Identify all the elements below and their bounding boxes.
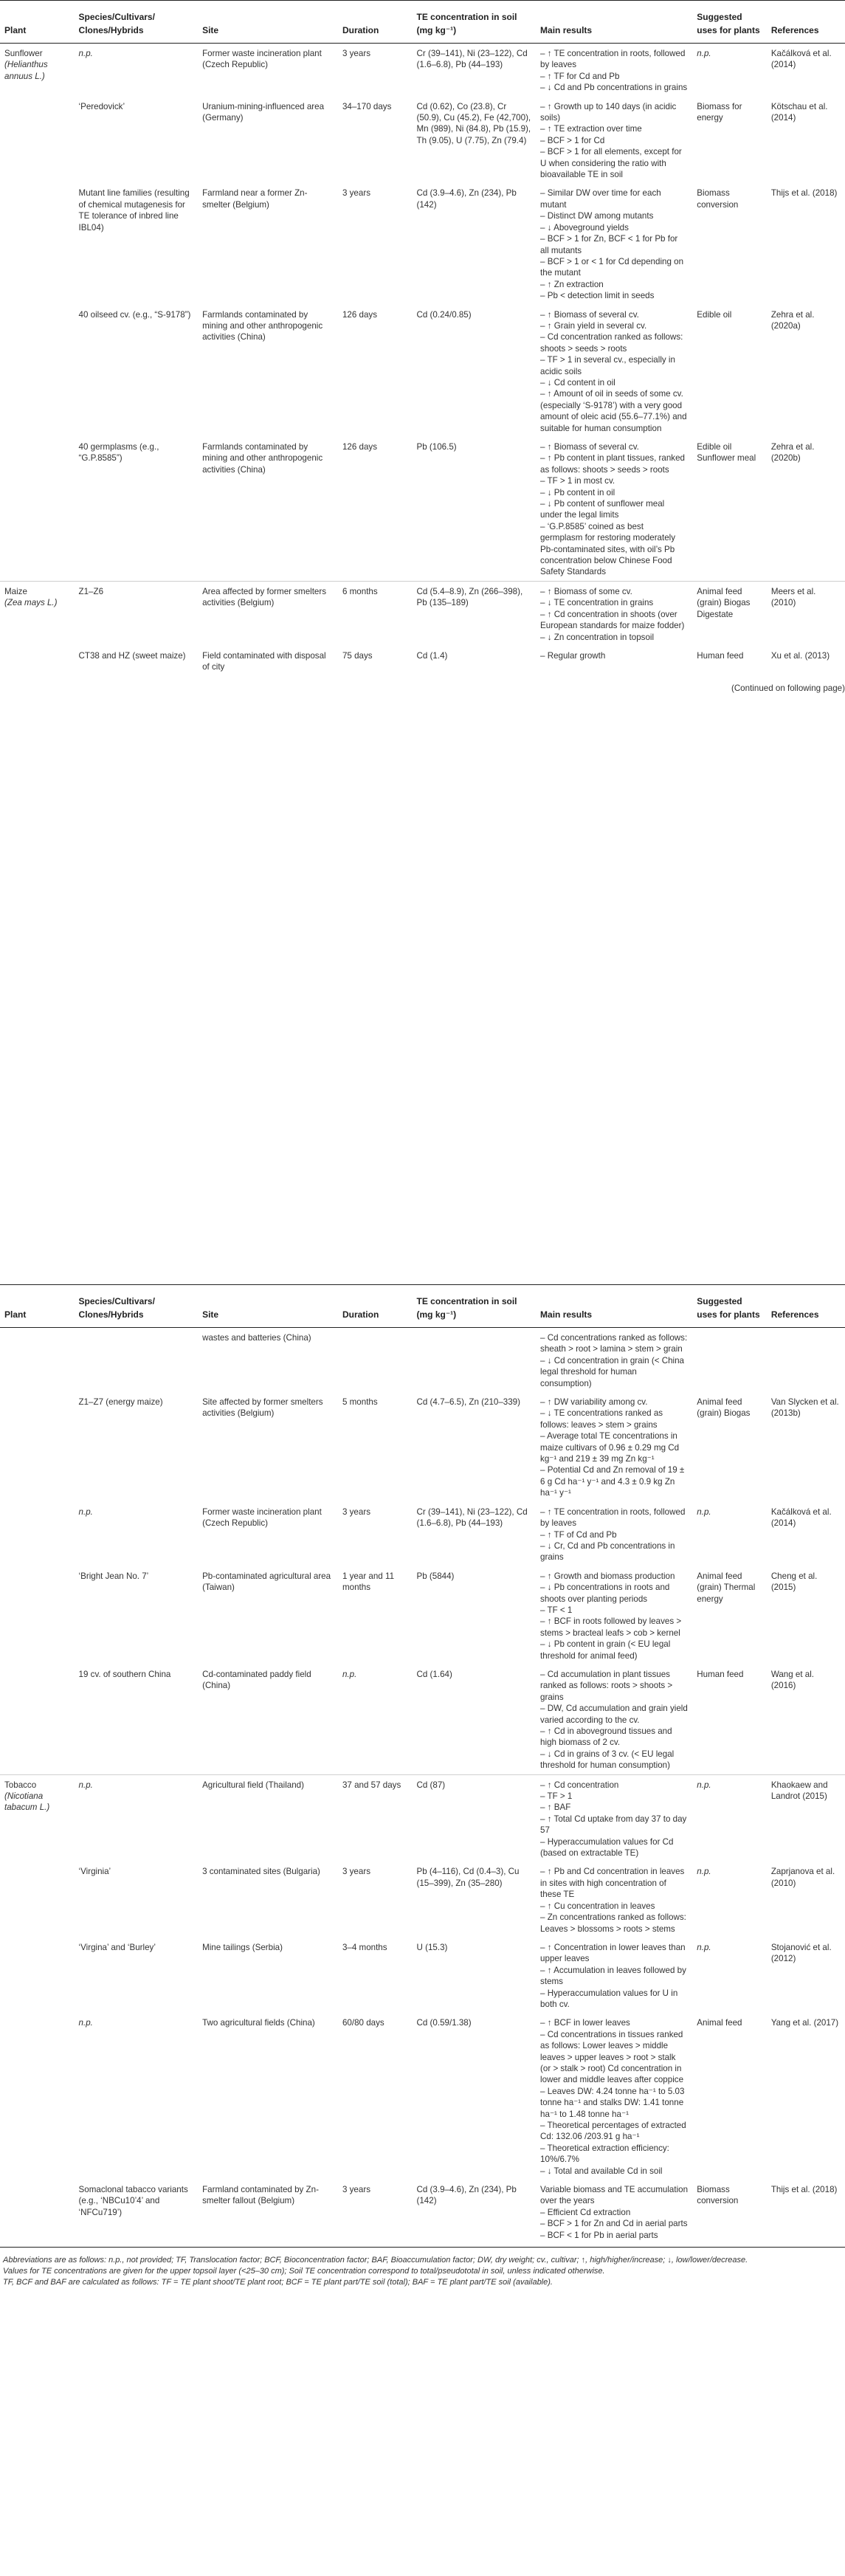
result-item: – Hyperaccumulation values for U in both cv.	[540, 1988, 678, 2009]
results-list	[540, 101, 688, 181]
results-list	[540, 441, 688, 578]
te-concentration-cell: Cd (3.9–4.6), Zn (234), Pb (142)	[416, 2185, 517, 2206]
result-item: – ↑ BAF	[540, 1802, 571, 1813]
result-item: – ↑ Cd concentration	[540, 1780, 619, 1790]
species-cell: ‘Virginia’	[78, 1867, 111, 1877]
result-item: – ↑ Cd in aboveground tissues and high biomass of 2 cv.	[540, 1726, 672, 1748]
result-item: – Cd concentrations ranked as follows: sheath > root > lamina > stem > grain	[540, 1333, 688, 1354]
results-list	[540, 1571, 688, 1661]
site-cell: Former waste incineration plant (Czech Republic)	[198, 44, 338, 97]
result-item: – BCF > 1 for all elements, except for U when considering the ratio with bioavailable TE in soil	[540, 147, 682, 180]
table-body-1	[0, 44, 845, 676]
table-row	[0, 1566, 845, 1664]
te-concentration-cell: Cd (87)	[413, 1774, 537, 1862]
duration-cell: 126 days	[342, 442, 378, 452]
plant-cell	[0, 305, 75, 437]
result-item: – BCF > 1 for Cd	[540, 135, 605, 145]
duration-cell: 3 years	[342, 2185, 370, 2195]
reference-cell: Kötschau et al. (2014)	[770, 101, 828, 123]
plant-latin-name: (Helianthus annuus L.)	[4, 60, 48, 81]
result-item: – ↑ Grain yield in several cv.	[540, 320, 647, 331]
results-list	[540, 650, 688, 661]
plant-cell	[0, 97, 75, 184]
species-cell: Z1–Z7 (energy maize)	[78, 1397, 163, 1408]
results-list	[540, 1669, 688, 1771]
reference-cell: Zehra et al. (2020b)	[770, 442, 815, 464]
te-concentration-cell: Cd (1.64)	[416, 1669, 452, 1679]
main-results-cell	[536, 1664, 692, 1774]
phytoremediation-table-part-1	[0, 0, 845, 676]
result-item: – ↑ Total Cd uptake from day 37 to day 57	[540, 1814, 687, 1836]
phytoremediation-table-part-2	[0, 1284, 845, 2244]
plant-cell	[0, 646, 75, 676]
result-item: – ↑ Accumulation in leaves followed by stems	[540, 1965, 686, 1987]
site-cell: Field contaminated with disposal of city	[202, 650, 326, 672]
result-item: – Pb < detection limit in seeds	[540, 291, 655, 301]
plant-cell	[0, 1392, 75, 1502]
main-results-cell	[536, 1862, 692, 1937]
table-row	[0, 1328, 845, 1393]
results-list	[540, 1866, 688, 1934]
main-results-cell	[536, 1392, 692, 1502]
result-item: – BCF > 1 for Zn, BCF < 1 for Pb for all mutants	[540, 234, 678, 255]
footnote-abbreviations: Abbreviations are as follows: n.p., not provided; TF, Translocation factor; BCF, Bioconcentration factor; BAF, Bioaccumulation factor; DW, dry weight; cv., cultivar; ↑, high/higher/increase; ↓, low/lower/decrease.	[3, 2256, 748, 2265]
result-item: – ↑ Cu concentration in leaves	[540, 1901, 655, 1911]
results-list	[540, 48, 688, 94]
species-cell: n.p.	[78, 2018, 93, 2028]
table-row	[0, 437, 845, 581]
main-results-cell	[536, 646, 692, 676]
main-results-cell	[536, 1938, 692, 2013]
result-item: – ↑ Growth and biomass production	[540, 1571, 675, 1581]
species-cell: n.p.	[75, 44, 199, 97]
site-cell: Site affected by former smelters activities (Belgium)	[202, 1397, 323, 1419]
result-item: – ↓ Pb content in grain (< EU legal threshold for animal feed)	[540, 1639, 671, 1661]
species-cell: ‘Peredovick’	[78, 101, 125, 111]
site-cell: Area affected by former smelters activities (Belgium)	[198, 581, 338, 646]
result-item: – Theoretical percentages of extracted Cd: 132.06 /203.91 g ha⁻¹	[540, 2121, 686, 2142]
te-concentration-cell: Cd (5.4–8.9), Zn (266–398), Pb (135–189)	[413, 581, 537, 646]
footnote-factors: TF, BCF and BAF are calculated as follows: TF = TE plant shoot/TE plant root; BCF = TE plant part/TE soil (total); BAF = TE plant part/TE soil (available).	[3, 2278, 553, 2287]
plant-cell	[0, 44, 75, 97]
result-item: – ↑ Amount of oil in seeds of some cv. (especially ‘S-9178’) with a very good amount of oleic acid (55.6–77.1%) and suitable for human consumption	[540, 389, 687, 433]
duration-cell	[338, 1328, 413, 1393]
species-cell: Mutant line families (resulting of chemical mutagenesis for TE tolerance of inbred line IBL04)	[78, 188, 190, 233]
table-page-1	[0, 0, 845, 693]
suggested-uses-cell: n.p.	[692, 1774, 767, 1862]
table-row	[0, 1392, 845, 1502]
te-concentration-cell: Cd (3.9–4.6), Zn (234), Pb (142)	[416, 188, 517, 210]
result-item: – Hyperaccumulation values for Cd (based on extractable TE)	[540, 1836, 674, 1859]
header-suggested-uses: Suggested uses for plants	[692, 1, 767, 44]
te-concentration-cell: Pb (106.5)	[416, 442, 457, 452]
header-references: References	[767, 1, 845, 44]
reference-cell: Cheng et al. (2015)	[770, 1571, 818, 1593]
site-cell: Former waste incineration plant (Czech Republic)	[202, 1506, 322, 1529]
results-list	[540, 1332, 688, 1389]
header-site: Site	[198, 1285, 338, 1328]
main-results-cell	[536, 1328, 692, 1393]
main-results-cell	[536, 305, 692, 437]
duration-cell: 3 years	[342, 1506, 370, 1517]
te-concentration-cell: Cd (0.59/1.38)	[416, 2018, 472, 2028]
suggested-uses-cell: Biomass for energy	[697, 101, 742, 123]
plant-cell	[0, 2180, 75, 2244]
result-item: – ↑ Concentration in lower leaves than upper leaves	[540, 1942, 686, 1964]
reference-cell: Van Slycken et al. (2013b)	[770, 1397, 839, 1419]
result-item: – ↑ TF for Cd and Pb	[540, 71, 620, 81]
plant-cell	[0, 1862, 75, 1937]
suggested-uses-cell: Edible oil	[697, 309, 732, 320]
species-cell: n.p.	[75, 1774, 199, 1862]
te-concentration-cell: Pb (4–116), Cd (0.4–3), Cu (15–399), Zn (35–280)	[416, 1867, 520, 1888]
reference-cell: Khaokaew and Landrot (2015)	[767, 1774, 845, 1862]
species-cell: ‘Bright Jean No. 7’	[78, 1571, 149, 1581]
species-cell: 19 cv. of southern China	[78, 1669, 171, 1679]
plant-cell	[0, 1566, 75, 1664]
suggested-uses-cell: Biomass conversion	[697, 2185, 739, 2206]
result-item: – TF > 1 in several cv., especially in acidic soils	[540, 355, 675, 376]
results-list	[540, 1942, 688, 2010]
plant-cell	[0, 1502, 75, 1566]
result-item: – ↓ Zn concentration in topsoil	[540, 632, 655, 642]
result-item: – ↑ TF of Cd and Pb	[540, 1529, 617, 1540]
main-results-cell	[536, 1566, 692, 1664]
result-item: – ↓ TE concentrations ranked as follows: leaves > stem > grains	[540, 1408, 663, 1430]
results-list	[540, 2184, 688, 2241]
results-list	[540, 309, 688, 434]
site-cell: Pb-contaminated agricultural area (Taiwan)	[202, 1571, 331, 1593]
result-item: – ↓ Cd and Pb concentrations in grains	[540, 83, 688, 93]
result-item: – ↑ Pb content in plant tissues, ranked as follows: shoots > seeds > roots	[540, 453, 685, 475]
te-concentration-cell: Cd (4.7–6.5), Zn (210–339)	[416, 1397, 520, 1408]
site-cell: 3 contaminated sites (Bulgaria)	[202, 1867, 320, 1877]
header-plant: Plant	[0, 1, 75, 44]
header-duration: Duration	[338, 1, 413, 44]
result-item: – BCF > 1 or < 1 for Cd depending on the mutant	[540, 256, 684, 278]
table-page-2	[0, 1284, 845, 2288]
te-concentration-cell: Cd (1.4)	[416, 650, 448, 661]
result-item: – ↑ TE concentration in roots, followed by leaves	[540, 1506, 686, 1529]
te-concentration-cell: Cr (39–141), Ni (23–122), Cd (1.6–6.8), Pb (44–193)	[413, 44, 537, 97]
reference-cell: Kačálková et al. (2014)	[770, 1506, 832, 1529]
header-te-concentration: TE concentration in soil (mg kg⁻¹)	[413, 1285, 537, 1328]
header-main-results: Main results	[536, 1, 692, 44]
site-cell: wastes and batteries (China)	[202, 1333, 311, 1343]
result-item: – ↓ Pb content in oil	[540, 487, 615, 497]
main-results-cell	[536, 97, 692, 184]
duration-cell: 126 days	[342, 309, 378, 320]
header-species: Species/Cultivars/ Clones/Hybrids	[75, 1285, 199, 1328]
main-results-cell	[536, 44, 692, 97]
suggested-uses-cell: Animal feed (grain) Biogas Digestate	[692, 581, 767, 646]
plant-name: Tobacco	[4, 1780, 37, 1790]
result-item: – ↑ DW variability among cv.	[540, 1397, 648, 1408]
suggested-uses-cell: Human feed	[697, 650, 744, 661]
result-item: – ↓ Total and available Cd in soil	[540, 2166, 663, 2176]
duration-cell: 1 year and 11 months	[342, 1571, 395, 1593]
header-suggested-uses: Suggested uses for plants	[692, 1285, 767, 1328]
main-results-cell	[536, 437, 692, 581]
plant-latin-name: (Zea mays L.)	[4, 598, 58, 608]
result-item: – Similar DW over time for each mutant	[540, 188, 661, 210]
te-concentration-cell: Cr (39–141), Ni (23–122), Cd (1.6–6.8), Pb (44–193)	[416, 1506, 528, 1529]
result-item: – ↑ BCF in lower leaves	[540, 2018, 630, 2028]
results-list	[540, 187, 688, 301]
reference-cell: Kačálková et al. (2014)	[767, 44, 845, 97]
results-list	[540, 1780, 688, 1859]
species-cell: 40 oilseed cv. (e.g., “S-9178”)	[78, 309, 191, 320]
main-results-cell	[536, 1502, 692, 1566]
result-item: – Theoretical extraction efficiency: 10%/6.7%	[540, 2143, 669, 2165]
table-header-repeat	[0, 1285, 845, 1328]
result-item: – Cd concentrations in tissues ranked as follows: Lower leaves > middle leaves > upper leaves > root > stalk (or > stalk > root) Cd concentration in lower and middle leaves after coppice	[540, 2029, 684, 2085]
plant-cell	[0, 1774, 75, 1862]
duration-cell: n.p.	[342, 1669, 357, 1679]
species-cell: Z1–Z6	[75, 581, 199, 646]
te-concentration-cell: Pb (5844)	[416, 1571, 455, 1581]
header-references: References	[767, 1285, 845, 1328]
suggested-uses-cell: Human feed	[697, 1669, 744, 1679]
reference-cell: Thijs et al. (2018)	[770, 2185, 838, 2195]
site-cell: Two agricultural fields (China)	[202, 2018, 315, 2028]
result-item: – ↓ TE concentration in grains	[540, 598, 654, 608]
plant-name: Sunflower	[4, 49, 43, 58]
site-cell: Cd-contaminated paddy field (China)	[202, 1669, 311, 1691]
suggested-uses-cell: Biomass conversion	[697, 188, 739, 210]
result-item: – ↑ BCF in roots followed by leaves > stems > bracteal leafs > cob > kernel	[540, 1616, 682, 1638]
reference-cell: Zaprjanova et al. (2010)	[770, 1867, 835, 1888]
te-concentration-cell: Cd (0.24/0.85)	[416, 309, 472, 320]
te-concentration-cell: U (15.3)	[416, 1942, 448, 1952]
suggested-uses-cell: n.p.	[697, 1942, 711, 1952]
table-header	[0, 1, 845, 44]
site-cell: Agricultural field (Thailand)	[198, 1774, 338, 1862]
site-cell: Farmlands contaminated by mining and other anthropogenic activities (China)	[202, 442, 323, 475]
reference-cell: Yang et al. (2017)	[770, 2018, 839, 2028]
duration-cell: 37 and 57 days	[338, 1774, 413, 1862]
reference-cell: Xu et al. (2013)	[770, 650, 830, 661]
duration-cell: 3 years	[342, 188, 370, 199]
result-item: – Regular growth	[540, 650, 606, 661]
result-item: – TF > 1 in most cv.	[540, 476, 615, 486]
reference-cell: Meers et al. (2010)	[767, 581, 845, 646]
plant-cell	[0, 1938, 75, 2013]
result-item: – ↓ Pb content of sunflower meal under the legal limits	[540, 499, 665, 520]
plant-cell	[0, 581, 75, 646]
results-list	[540, 1506, 688, 1563]
table-row	[0, 183, 845, 304]
duration-cell: 3–4 months	[342, 1942, 387, 1952]
result-item: – ↓ Cd content in oil	[540, 377, 615, 388]
table-row	[0, 44, 845, 97]
table-row	[0, 1938, 845, 2013]
result-item: – ↓ Aboveground yields	[540, 222, 629, 233]
plant-cell	[0, 1664, 75, 1774]
result-item: – ↓ Cr, Cd and Pb concentrations in grains	[540, 1540, 675, 1563]
result-item: – Leaves DW: 4.24 tonne ha⁻¹ to 5.03 tonne ha⁻¹ and stalks DW: 1.41 tonne ha⁻¹ to 1.48 tonne ha⁻¹	[540, 2086, 685, 2119]
species-cell	[75, 1328, 199, 1393]
result-item: – ↑ Biomass of several cv.	[540, 309, 639, 320]
plant-cell	[0, 183, 75, 304]
suggested-uses-cell	[692, 1328, 767, 1393]
result-item: – ↑ Cd concentration in shoots (over European standards for maize fodder)	[540, 609, 685, 631]
main-results-cell	[536, 1774, 692, 1862]
site-cell: Farmland near a former Zn-smelter (Belgium)	[202, 188, 308, 210]
duration-cell: 75 days	[342, 650, 373, 661]
site-cell: Farmlands contaminated by mining and other anthropogenic activities (China)	[202, 309, 323, 342]
results-list	[540, 2017, 688, 2177]
result-item: – TF < 1	[540, 1605, 573, 1615]
result-item: – ↓ Cd in grains of 3 cv. (< EU legal threshold for human consumption)	[540, 1749, 675, 1771]
table-footnotes	[0, 2247, 845, 2288]
plant-cell	[0, 2013, 75, 2180]
result-item: – Zn concentrations ranked as follows: Leaves > blossoms > roots > stems	[540, 1912, 686, 1934]
table-row	[0, 1664, 845, 1774]
header-duration: Duration	[338, 1285, 413, 1328]
suggested-uses-cell: Animal feed	[697, 2018, 742, 2028]
site-cell: Mine tailings (Serbia)	[202, 1942, 283, 1952]
suggested-uses-cell: n.p.	[692, 44, 767, 97]
site-cell: Farmland contaminated by Zn-smelter fallout (Belgium)	[202, 2185, 319, 2206]
table-row	[0, 1862, 845, 1937]
suggested-uses-cell: n.p.	[697, 1506, 711, 1517]
table-row	[0, 1774, 845, 1862]
species-cell: 40 germplasms (e.g., “G.P.8585”)	[78, 442, 159, 464]
reference-cell	[767, 1328, 845, 1393]
result-item: – ↓ Cd concentration in grain (< China legal threshold for human consumption)	[540, 1355, 684, 1388]
duration-cell: 6 months	[338, 581, 413, 646]
result-item: – ↑ Zn extraction	[540, 279, 604, 289]
result-item: – ↑ Biomass of several cv.	[540, 442, 639, 452]
duration-cell: 5 months	[342, 1397, 378, 1408]
result-item: – ↑ Growth up to 140 days (in acidic soils)	[540, 101, 677, 123]
results-list	[540, 1397, 688, 1499]
species-cell: ‘Virgina’ and ‘Burley’	[78, 1942, 156, 1952]
table-row	[0, 2180, 845, 2244]
te-concentration-cell: Cd (0.62), Co (23.8), Cr (50.9), Cu (45.2), Fe (42,700), Mn (989), Ni (84.8), Pb (15.9), Th (9.05), U (7.75), Zn (79.4)	[416, 101, 531, 145]
continued-note: (Continued on following page)	[731, 683, 845, 693]
results-list	[540, 586, 688, 643]
table-row	[0, 2013, 845, 2180]
species-cell: n.p.	[78, 1506, 93, 1517]
plant-cell	[0, 437, 75, 581]
main-results-cell	[536, 2013, 692, 2180]
duration-cell: 60/80 days	[342, 2018, 384, 2028]
main-results-cell	[536, 183, 692, 304]
header-species: Species/Cultivars/ Clones/Hybrids	[75, 1, 199, 44]
species-cell: Somaclonal tabacco variants (e.g., ‘NBCu10’4’ and ‘NFCu719’)	[78, 2185, 188, 2217]
result-item: Variable biomass and TE accumulation over the years	[540, 2185, 689, 2206]
table-row	[0, 305, 845, 437]
te-concentration-cell	[413, 1328, 537, 1393]
result-item: – DW, Cd accumulation and grain yield varied according to the cv.	[540, 1704, 688, 1725]
result-item: – BCF > 1 for Zn and Cd in aerial parts	[540, 2219, 688, 2229]
header-te-concentration: TE concentration in soil (mg kg⁻¹)	[413, 1, 537, 44]
result-item: – ‘G.P.8585’ coined as best germplasm for restoring moderately Pb-contaminated sites, with oil’s Pb concentration below Chinese Food Safety Standards	[540, 521, 676, 577]
result-item: – Average total TE concentrations in maize cultivars of 0.96 ± 0.29 mg Cd kg⁻¹ and 219 ± 39 mg Zn kg⁻¹	[540, 1431, 680, 1464]
plant-cell	[0, 1328, 75, 1393]
result-item: – Cd accumulation in plant tissues ranked as follows: roots > shoots > grains	[540, 1669, 673, 1702]
reference-cell: Thijs et al. (2018)	[770, 188, 838, 199]
table-body-2	[0, 1328, 845, 2245]
duration-cell: 3 years	[338, 44, 413, 97]
suggested-uses-cell: Animal feed (grain) Thermal energy	[697, 1571, 756, 1604]
reference-cell: Wang et al. (2016)	[770, 1669, 815, 1691]
suggested-uses-cell: Edible oil Sunflower meal	[697, 442, 756, 464]
result-item: – BCF < 1 for Pb in aerial parts	[540, 2230, 658, 2240]
result-item: – ↓ Pb concentrations in roots and shoots over planting periods	[540, 1583, 670, 1604]
main-results-cell	[536, 581, 692, 646]
result-item: – TF > 1	[540, 1791, 573, 1802]
duration-cell: 3 years	[342, 1867, 370, 1877]
plant-name: Maize	[4, 586, 27, 596]
duration-cell: 34–170 days	[342, 101, 392, 111]
main-results-cell	[536, 2180, 692, 2244]
plant-latin-name: (Nicotiana tabacum L.)	[4, 1791, 50, 1813]
header-plant: Plant	[0, 1285, 75, 1328]
suggested-uses-cell: Animal feed (grain) Biogas	[697, 1397, 751, 1419]
reference-cell: Zehra et al. (2020a)	[770, 309, 815, 331]
table-row	[0, 646, 845, 676]
header-main-results: Main results	[536, 1285, 692, 1328]
result-item: – ↑ TE concentration in roots, followed by leaves	[540, 49, 686, 70]
result-item: – Potential Cd and Zn removal of 19 ± 6 g Cd ha⁻¹ y⁻¹ and 4.3 ± 0.9 kg Zn ha⁻¹ y⁻¹	[540, 1465, 685, 1498]
suggested-uses-cell: n.p.	[697, 1867, 711, 1877]
site-cell: Uranium-mining-influenced area (Germany)	[202, 101, 325, 123]
header-site: Site	[198, 1, 338, 44]
table-row	[0, 581, 845, 646]
reference-cell: Stojanović et al. (2012)	[770, 1942, 832, 1964]
result-item: – Efficient Cd extraction	[540, 2207, 631, 2217]
result-item: – Distinct DW among mutants	[540, 211, 654, 221]
species-cell: CT38 and HZ (sweet maize)	[78, 650, 186, 661]
result-item: – ↑ Biomass of some cv.	[540, 586, 632, 596]
result-item: – Cd concentration ranked as follows: shoots > seeds > roots	[540, 332, 683, 354]
footnote-te-values: Values for TE concentrations are given for the upper topsoil layer (<25–30 cm); Soil TE concentration correspond to total/pseudototal in soil, unless indicated otherwise.	[3, 2267, 605, 2276]
result-item: – ↑ TE extraction over time	[540, 124, 642, 134]
result-item: – ↑ Pb and Cd concentration in leaves in sites with high concentration of these TE	[540, 1867, 685, 1900]
table-row	[0, 97, 845, 184]
table-row	[0, 1502, 845, 1566]
